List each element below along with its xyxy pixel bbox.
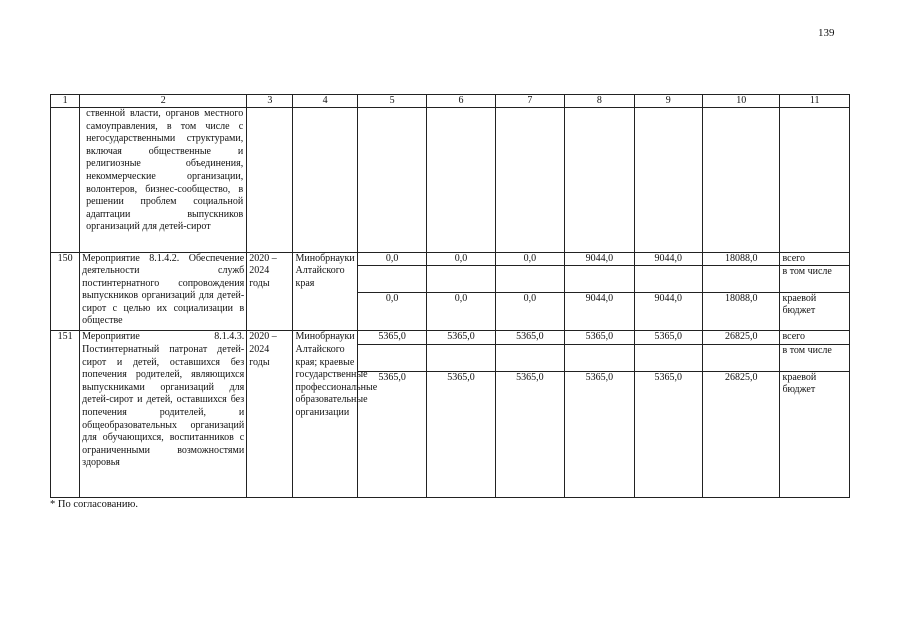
funding-source: всего — [780, 252, 850, 266]
value-cell — [427, 345, 495, 371]
measure-name: Мероприятие 8.1.4.2. Обеспечение деятельности служб постинтернатного сопровождения выпускников организаций для детей-сирот с целью их социализации в обществе — [80, 252, 247, 331]
column-header: 7 — [495, 95, 564, 108]
table-header-row — [51, 95, 850, 108]
budget-table-container — [50, 94, 850, 498]
value-cell: 5365,0 — [495, 371, 564, 497]
value-cell — [495, 266, 564, 292]
column-header: 4 — [293, 95, 357, 108]
value-cell — [634, 345, 702, 371]
value-cell: 0,0 — [427, 292, 495, 331]
value-cell: 9044,0 — [565, 292, 634, 331]
column-header: 2 — [80, 95, 247, 108]
value-cell: 0,0 — [357, 252, 426, 266]
measure-years: 2020 – 2024 годы — [247, 331, 293, 498]
column-header: 1 — [51, 95, 80, 108]
value-cell: 0,0 — [427, 252, 495, 266]
value-cell: 5365,0 — [357, 331, 426, 345]
row-number: 150 — [51, 252, 80, 331]
value-cell: 9044,0 — [634, 252, 702, 266]
value-cell: 26825,0 — [702, 371, 779, 497]
cell — [565, 108, 634, 253]
budget-table — [50, 94, 850, 498]
cell — [293, 108, 357, 253]
value-cell: 0,0 — [357, 292, 426, 331]
cell — [247, 108, 293, 253]
continuation-text: ственной власти, органов местного самоуправления, в том числе с негосударственными структурами, включая общественные и религиозные объединения, некоммерческие организации, волонтеров, бизнес-сообщество, в решении проблем социальной адаптации выпускников организаций для детей-сирот — [80, 108, 247, 253]
table-row — [51, 331, 850, 345]
cell — [495, 108, 564, 253]
value-cell: 5365,0 — [427, 331, 495, 345]
value-cell — [702, 266, 779, 292]
measure-years: 2020 – 2024 годы — [247, 252, 293, 331]
measure-name: Мероприятие 8.1.4.3. Постинтернатный патронат детей-сирот и детей, оставшихся без попечения родителей, являющихся выпускниками организаций для детей-сирот и детей, оставшихся без попечения родителей, и общеобразовательных организаций для обучающихся, воспитанников с ограниченными возможностями здоровья — [80, 331, 247, 498]
value-cell: 5365,0 — [565, 371, 634, 497]
funding-source: в том числе — [780, 345, 850, 371]
value-cell: 5365,0 — [427, 371, 495, 497]
value-cell: 5365,0 — [634, 371, 702, 497]
value-cell: 5365,0 — [357, 371, 426, 497]
column-header: 9 — [634, 95, 702, 108]
funding-source: всего — [780, 331, 850, 345]
row-number: 151 — [51, 331, 80, 498]
measure-executor: Минобрнауки Алтайского края; краевые государственные профессиональные образовательные организации — [293, 331, 357, 498]
cell — [702, 108, 779, 253]
value-cell — [634, 266, 702, 292]
column-header: 8 — [565, 95, 634, 108]
value-cell: 0,0 — [495, 292, 564, 331]
value-cell: 5365,0 — [634, 331, 702, 345]
column-header: 10 — [702, 95, 779, 108]
value-cell — [357, 266, 426, 292]
table-row-continuation — [51, 108, 850, 253]
column-header: 3 — [247, 95, 293, 108]
table-row — [51, 252, 850, 266]
cell — [427, 108, 495, 253]
value-cell: 0,0 — [495, 252, 564, 266]
column-header: 6 — [427, 95, 495, 108]
measure-executor: Минобрнауки Алтайского края — [293, 252, 357, 331]
value-cell — [565, 345, 634, 371]
value-cell: 18088,0 — [702, 252, 779, 266]
value-cell: 9044,0 — [634, 292, 702, 331]
cell — [51, 108, 80, 253]
funding-source: краевой бюджет — [780, 292, 850, 331]
value-cell — [495, 345, 564, 371]
value-cell — [702, 345, 779, 371]
column-header: 11 — [780, 95, 850, 108]
value-cell — [565, 266, 634, 292]
value-cell — [357, 345, 426, 371]
cell — [780, 108, 850, 253]
cell — [634, 108, 702, 253]
cell — [357, 108, 426, 253]
column-header: 5 — [357, 95, 426, 108]
value-cell: 5365,0 — [565, 331, 634, 345]
page-number: 139 — [818, 27, 835, 39]
value-cell: 9044,0 — [565, 252, 634, 266]
funding-source: в том числе — [780, 266, 850, 292]
footnote: * По согласованию. — [50, 499, 139, 510]
value-cell: 18088,0 — [702, 292, 779, 331]
value-cell: 26825,0 — [702, 331, 779, 345]
value-cell: 5365,0 — [495, 331, 564, 345]
funding-source: краевой бюджет — [780, 371, 850, 497]
value-cell — [427, 266, 495, 292]
